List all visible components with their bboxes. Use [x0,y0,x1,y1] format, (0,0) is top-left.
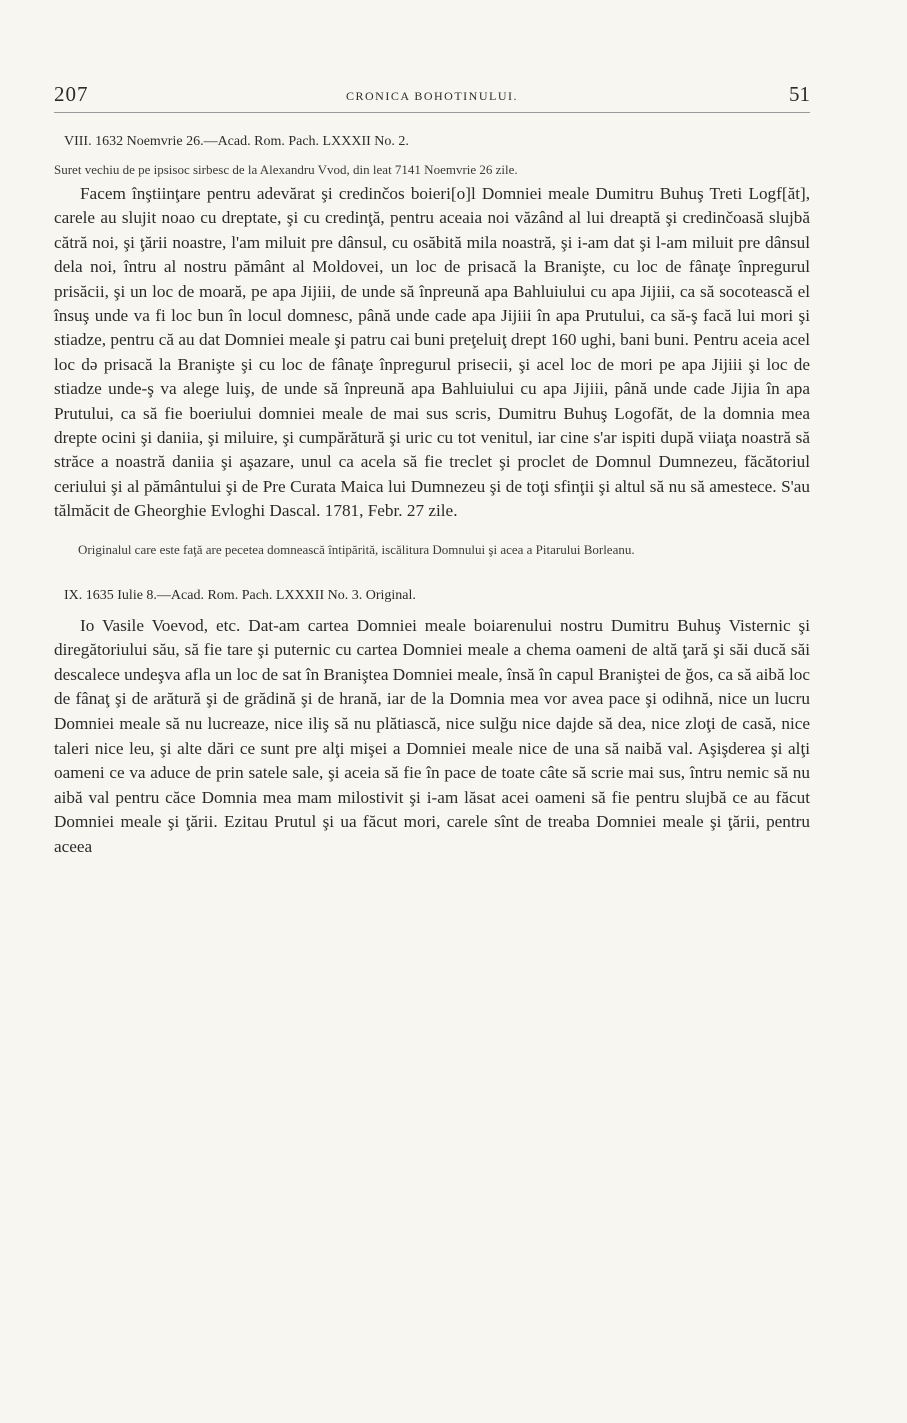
page-number: 51 [789,82,810,106]
document-viii-heading: VIII. 1632 Noemvrie 26.—Acad. Rom. Pach. LXXXII No. 2. [64,134,409,149]
folio-number: 207 [54,82,89,106]
document-ix-text: Io Vasile Voevod, etc. Dat-am cartea Domniei meale boiarenului nostru Dumitru Buhuş Visternic şi diregătoriului său, să fie tare şi puternic cu cartea Domniei meale a chema oameni de altă ţară şi săi ducă săi descalece undeşva afla un loc de sat în Braniştea Domniei meale, însă în capul Braniştei de ğos, ca să aibă loc de fânaţ şi de arătură şi de grădină şi de hrană, iar de la Domnia mea vor avea pace şi odihnă, nice un lucru Domniei meale să nu lucreaze, nice iliş să nu plătiască, nice sulğu nice dajde să dea, nice zloţi de casă, nice taleri nice leu, şi alte dări ce sunt pre alţi mişei a Domniei meale nice de una să naibă val. Aşişderea şi alţi oameni ce va aduce de prin satele sale, şi aceia să fie în pace de toate câte să scrie mai sus, întru nemic să nu aibă val pentru căce Domnia mea mam milostivit şi i-am lăsat acei oameni să fie pentru slujbă ce au făcut Domniei meale şi ţării. Ezitau Prutul şi ua făcut mori, carele sînt de treaba Domniei meale şi ţării, pentru aceea [54,615,810,857]
book-page [54,82,810,860]
document-viii-text: Facem înştiinţare pentru adevărat şi credinčos boieri[o]l Domniei meale Dumitru Buhuş Treti Logf[ăt], carele au slujit noao cu dreptate, şi cu credinţă, pentru aceaia noi văzând al lui dreaptă şi credinčoasă slujbă cătră noi, şi ţării noastre, l'am miluit pre dânsul, cu osăbită mila noastră, şi i-am dat şi l-am miluit pre dânsul dela noi, întru al nostru pământ al Moldovei, un loc de prisacă la Branişte, cu loc de fânaţe înpregurul prisăcii, şi un loc de moară, pe apa Jijiii, de unde să înpreună apa Bahluiului cu apa Jijiii, ca să socotească el însuş unde va fi loc bun în locul domnesc, până unde cade apa Jijiii în apa Prutului, ca să-ş facă lui mori şi stiadze, pentru că au dat Domniei meale şi patru cai buni preţeluiţ drept 160 ughi, bani buni. Pentru aceia acel loc də prisacă la Branişte şi cu loc de fânaţe înpregurul prisecii, şi acel loc de mori pe apa Jijiii şi loc de stiadze unde-ş va alege luiş, de unde să înpreună apa Bahluiului cu apa Jijiii, până unde cade Jijia în apa Prutului, ca să fie boeriului domniei meale de mai sus scris, Dumitru Buhuş Logofăt, de la domnia mea drepte ocini şi daniia, şi miluire, şi cumpărătură şi uric cu tot venitul, iar cine s'ar ispiti după viiaţa noastră să străce a noastră daniia şi aşazare, unul ca acela să fie treclet şi proclet de Domnul Dumnezeu, făcătoriul ceriului şi al pământului şi de Pre Curata Maica lui Dumnezeu şi de toţi sfinţii şi altul să nu să amestece. S'au tălmăcit de Gheorghie Evloghi Dascal. 1781, Febr. 27 zile. [54,184,810,521]
document-ix-heading: IX. 1635 Iulie 8.—Acad. Rom. Pach. LXXXII No. 3. Original. [64,587,416,603]
running-title: CRONICA BOHOTINULUI. [346,89,518,103]
document-viii-note: Originalul care este faţă are pecetea domnească întipărită, iscălitura Domnului şi acea a Pitarului Borleanu. [78,541,635,557]
document-viii-subheading: Suret vechiu de pe ipsisoc sirbesc de la Alexandru Vvod, din leat 7141 Noemvrie 26 zile. [54,162,518,177]
running-header [54,82,810,113]
